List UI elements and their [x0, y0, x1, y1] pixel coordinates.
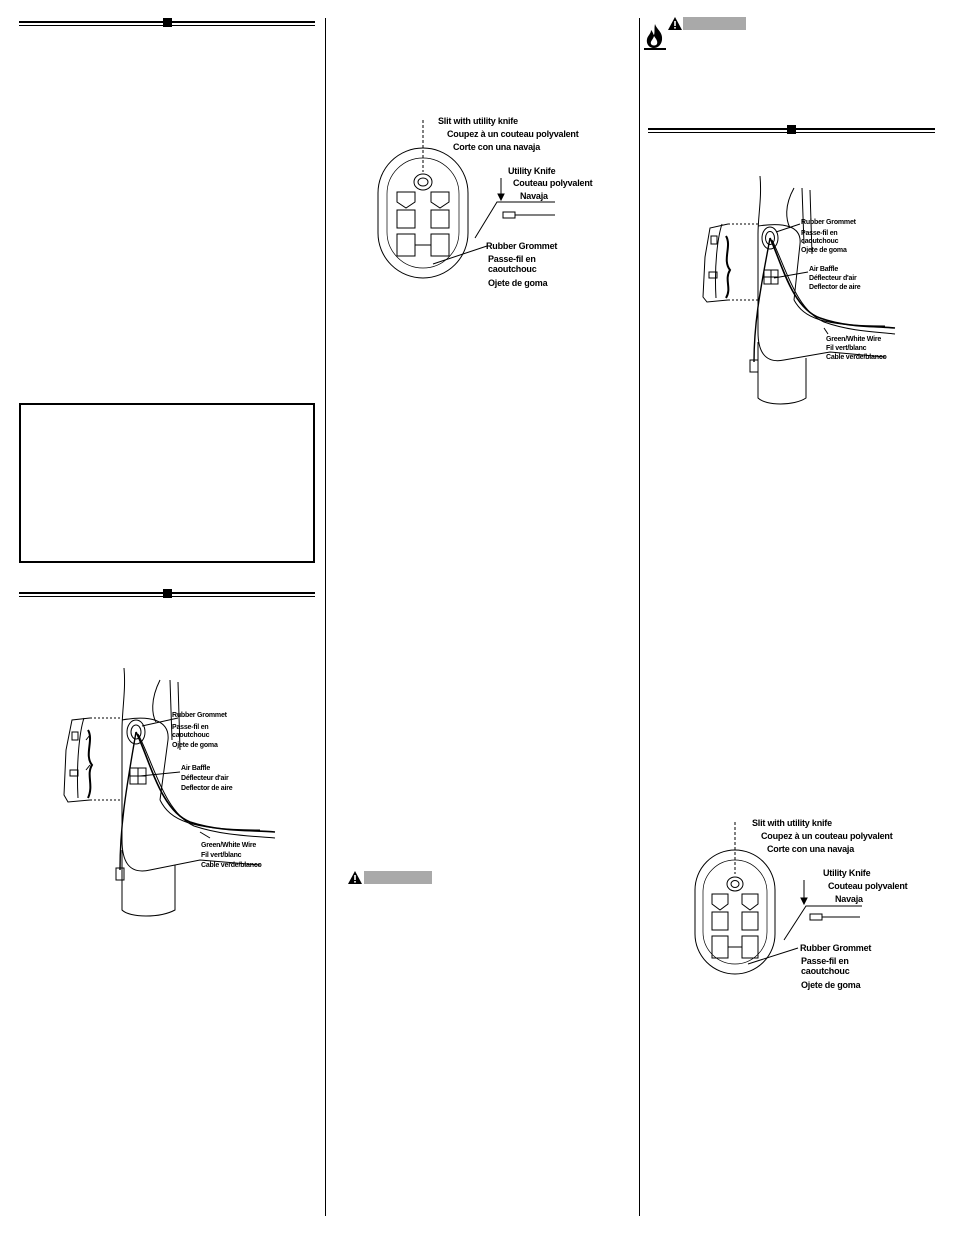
warning-label-bar [364, 871, 432, 884]
grommet-label: Rubber Grommet [486, 241, 558, 251]
knife-label-fr: Couteau polyvalent [828, 881, 908, 891]
wire-label-es: Cable verde/blanco [201, 862, 262, 869]
knife-label-fr: Couteau polyvalent [513, 178, 593, 188]
air-baffle-diagram [700, 172, 940, 412]
baffle-grommet-label-fr-2: caoutchouc [172, 732, 210, 739]
wire-label-fr: Fil vert/blanc [201, 852, 242, 859]
slit-label-es: Corte con una navaja [767, 844, 855, 854]
baffle-grommet-label-fr-1: Passe-fil en [172, 724, 209, 731]
grommet-label-fr-2: caoutchouc [488, 264, 537, 274]
warning-label-bar [683, 17, 746, 30]
air-baffle-label-fr: Déflecteur d'air [181, 775, 229, 782]
warning-triangle-icon [668, 17, 682, 30]
grommet-label-fr-1: Passe-fil en [801, 956, 849, 966]
grommet-label: Rubber Grommet [800, 943, 872, 953]
slit-label-es: Corte con una navaja [453, 142, 541, 152]
wire-label: Green/White Wire [826, 336, 882, 343]
column-divider-left [325, 18, 326, 1216]
baffle-grommet-label-es: Ojete de goma [172, 742, 218, 749]
warning-triangle-icon [348, 871, 362, 884]
grommet-label-fr-1: Passe-fil en [488, 254, 536, 264]
slit-label-fr: Coupez à un couteau polyvalent [447, 129, 579, 139]
grommet-label-es: Ojete de goma [801, 980, 861, 990]
wire-label-es: Cable verde/blanco [826, 354, 887, 361]
slit-label: Slit with utility knife [752, 818, 832, 828]
grommet-label-es: Ojete de goma [488, 278, 548, 288]
section-header-rule [19, 21, 315, 27]
baffle-grommet-label: Rubber Grommet [172, 712, 227, 719]
knife-label-es: Navaja [835, 894, 863, 904]
slit-label-fr: Coupez à un couteau polyvalent [761, 831, 893, 841]
wire-label: Green/White Wire [201, 842, 257, 849]
knife-label: Utility Knife [823, 868, 871, 878]
knife-label-es: Navaja [520, 191, 548, 201]
air-baffle-label: Air Baffle [181, 765, 211, 772]
slit-label: Slit with utility knife [438, 116, 518, 126]
section-header-rule [19, 592, 315, 598]
air-baffle-label-es: Deflector de aire [181, 785, 233, 792]
air-baffle-label: Air Baffle [809, 266, 839, 273]
air-baffle-label-fr: Déflecteur d'air [809, 275, 857, 282]
air-baffle-label-es: Deflector de aire [809, 284, 861, 291]
baffle-grommet-label: Rubber Grommet [801, 219, 856, 226]
grommet-label-fr-2: caoutchouc [801, 966, 850, 976]
baffle-grommet-label-fr-1: Passe-fil en [801, 230, 838, 237]
baffle-grommet-label-es: Ojete de goma [801, 247, 847, 254]
section-header-rule [648, 128, 935, 134]
column-divider-right [639, 18, 640, 1216]
flame-icon [643, 22, 667, 50]
note-box [19, 403, 315, 563]
wire-label-fr: Fil vert/blanc [826, 345, 867, 352]
baffle-grommet-label-fr-2: caoutchouc [801, 238, 839, 245]
knife-label: Utility Knife [508, 166, 556, 176]
